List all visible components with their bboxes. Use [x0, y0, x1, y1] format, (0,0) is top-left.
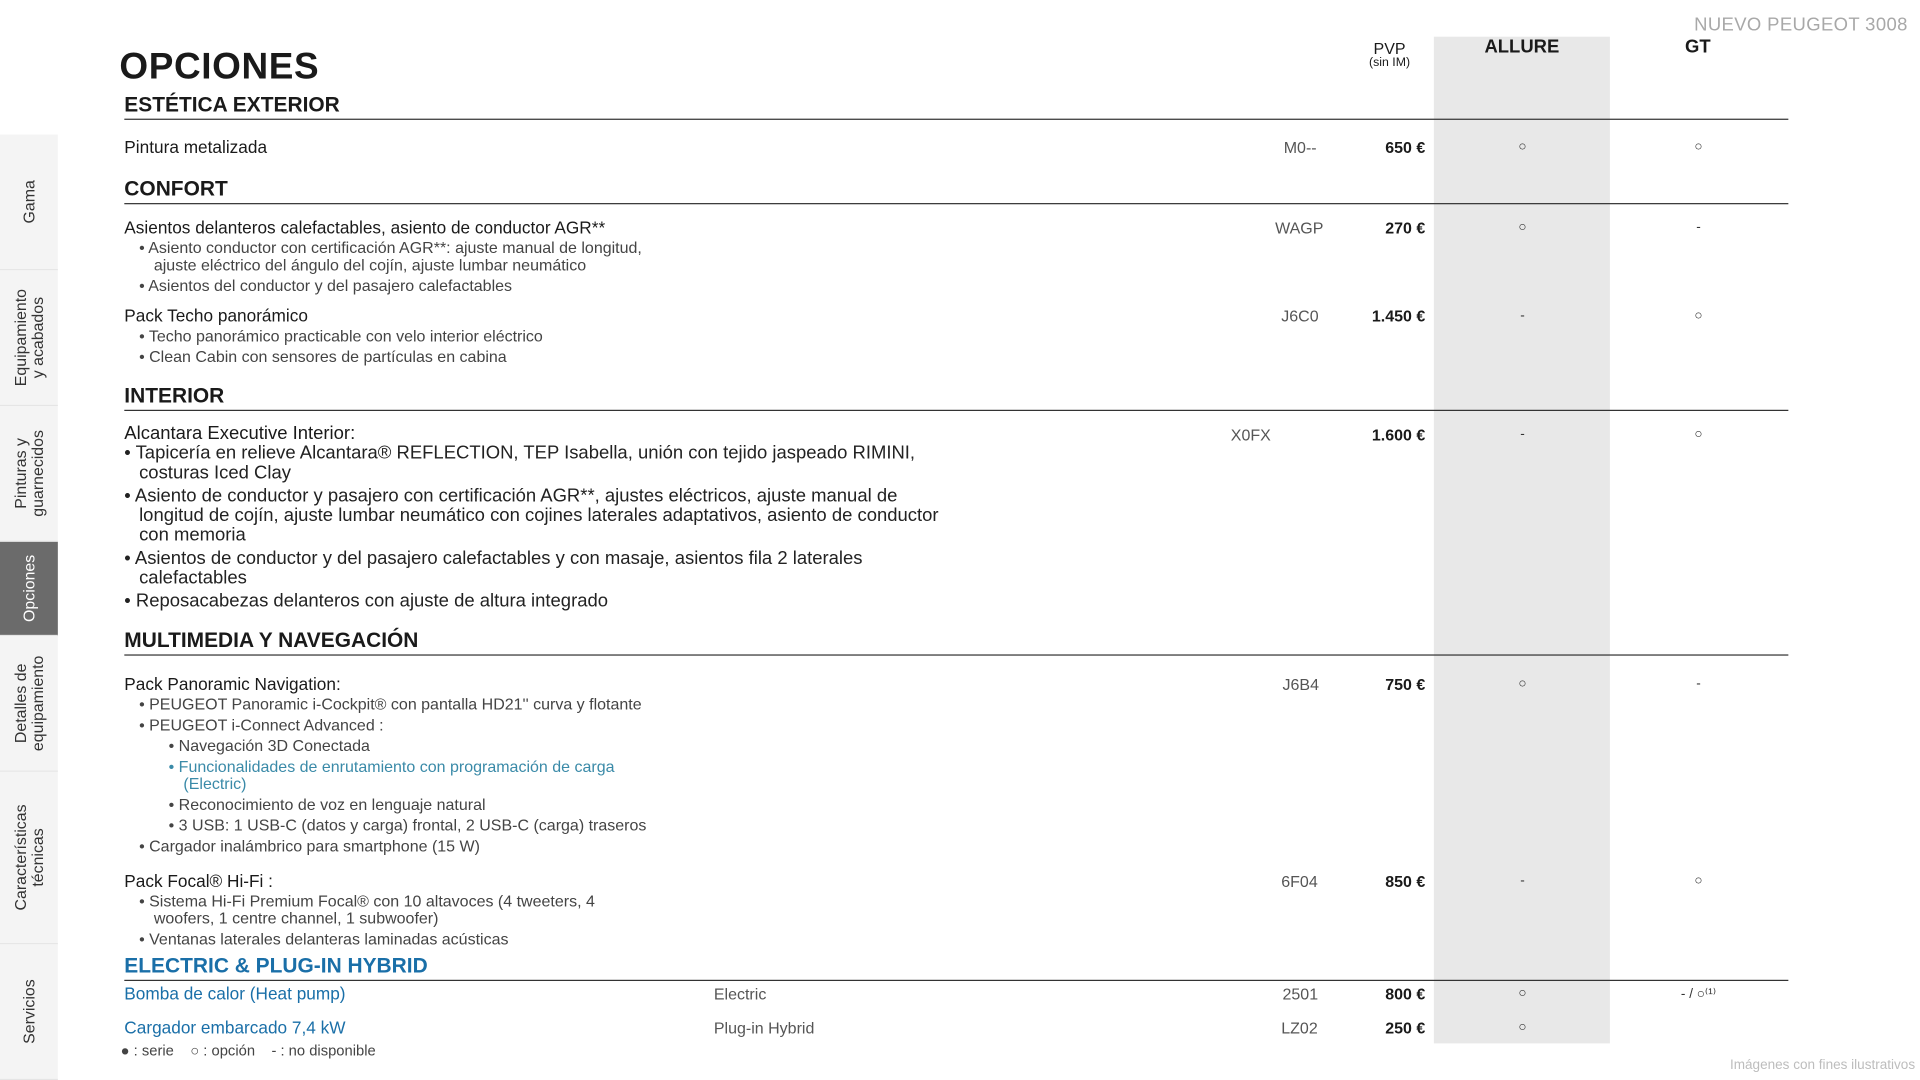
price: 850 €: [1385, 872, 1426, 891]
gt-mark: ○: [1694, 308, 1703, 323]
side-tabs: [0, 135, 58, 1080]
option-code: WAGP: [1275, 218, 1324, 238]
gt-mark: - / ○⁽¹⁾: [1680, 987, 1717, 1002]
table-row: Asientos delanteros calefactables, asiento de conductor AGR** • Asiento conductor con certificación AGR**: ajuste manual de longitud, ajuste eléctrico del ángulo del cojín, ajuste lumbar neumático • Asientos del conductor y del pasajero calefactables: [124, 217, 642, 295]
table-row: Pack Techo panorámico • Techo panorámico practicable con velo interior eléctrico • Clean Cabin con sensores de partículas en cabina: [124, 305, 543, 366]
page-title: OPCIONES: [119, 46, 320, 87]
table-row: Cargador embarcado 7,4 kW: [124, 1017, 346, 1038]
price: 750 €: [1385, 675, 1426, 694]
price: 1.600 €: [1371, 425, 1426, 445]
table-row: Pack Panoramic Navigation: • PEUGEOT Panoramic i-Cockpit® con pantalla HD21'' curva y flotante • PEUGEOT i-Connect Advanced : • Navegación 3D Conectada • Funcionalidades de enrutamiento con programación de carga (Electric) • Reconocimiento de voz en lenguaje natural • 3 USB: 1 USB-C (datos y carga) frontal, 2 USB-C (carga) traseros • Cargador inalámbrico para smartphone (15 W): [124, 673, 647, 856]
allure-mark: ○: [1518, 139, 1527, 155]
allure-mark: ○: [1518, 220, 1527, 235]
section-estetica: ESTÉTICA EXTERIOR: [124, 93, 1788, 120]
table-row: Alcantara Executive Interior: • Tapicería en relieve Alcantara® REFLECTION, TEP Isabella, unión con tejido jaspeado RIMINI, costuras Iced Clay • Asiento de conductor y pasajero con certificación AGR**, ajustes eléctricos, ajuste manual de longitud de cojín, ajuste lumbar neumático con cojines laterales adaptativos, asiento de conductor con memoria • Asientos de conductor y del pasajero calefactables y con masaje, asientos fila 2 laterales calefactables • Reposacabezas delanteros con ajuste de altura integrado: [124, 423, 939, 612]
option-code: 6F04: [1281, 872, 1318, 891]
illustration-note: Imágenes con fines ilustrativos: [1729, 1058, 1916, 1073]
powertrain-type: Plug-in Hybrid: [713, 1018, 815, 1038]
price: 270 €: [1385, 218, 1426, 238]
allure-mark: -: [1520, 873, 1525, 889]
option-code: LZ02: [1281, 1018, 1318, 1038]
section-multimedia: MULTIMEDIA Y NAVEGACIÓN: [124, 629, 1788, 656]
section-confort: CONFORT: [124, 177, 1788, 204]
brand-label: NUEVO PEUGEOT 3008: [1694, 14, 1908, 36]
allure-mark: ○: [1518, 985, 1527, 1001]
powertrain-type: Electric: [713, 984, 767, 1004]
tab-caracteristicas[interactable]: Características técnicas: [0, 772, 58, 944]
option-code: X0FX: [1230, 425, 1271, 445]
price: 1.450 €: [1371, 307, 1426, 326]
option-code: 2501: [1282, 984, 1319, 1004]
option-code: M0--: [1283, 138, 1317, 157]
gt-mark: -: [1696, 220, 1701, 235]
gt-mark: ○: [1694, 139, 1703, 155]
section-interior: INTERIOR: [124, 384, 1788, 411]
gt-mark: ○: [1694, 426, 1703, 442]
legend: ● : serie ○ : opción - : no disponible: [120, 1042, 376, 1060]
option-code: J6B4: [1282, 675, 1319, 694]
option-code: J6C0: [1281, 307, 1319, 326]
allure-header: ALLURE: [1484, 36, 1560, 58]
table-row: Pack Focal® Hi-Fi : • Sistema Hi-Fi Premium Focal® con 10 altavoces (4 tweeters, 4 woofers, 1 centre channel, 1 subwoofer) • Ventanas laterales delanteras laminadas acústicas: [124, 870, 595, 948]
tab-opciones[interactable]: Opciones: [0, 542, 58, 636]
allure-mark: -: [1520, 426, 1525, 442]
gt-header: GT: [1685, 36, 1711, 58]
price: 250 €: [1385, 1018, 1426, 1038]
tab-gama[interactable]: Gama: [0, 135, 58, 271]
gt-mark: -: [1696, 676, 1701, 692]
price: 650 €: [1385, 138, 1426, 157]
section-electric: ELECTRIC & PLUG-IN HYBRID: [124, 954, 1788, 981]
gt-mark: ○: [1694, 873, 1703, 889]
allure-mark: ○: [1518, 676, 1527, 692]
pvp-header: PVP (sin IM): [1369, 39, 1411, 70]
table-row: Bomba de calor (Heat pump): [124, 983, 346, 1004]
tab-pinturas[interactable]: Pinturas y guarnecidos: [0, 406, 58, 542]
tab-detalles[interactable]: Detalles de equipamiento: [0, 636, 58, 772]
allure-mark: ○: [1518, 1020, 1527, 1035]
table-row: Pintura metalizada: [124, 136, 268, 157]
tab-equipamiento[interactable]: Equipamiento y acabados: [0, 270, 58, 406]
price: 800 €: [1385, 984, 1426, 1004]
allure-mark: -: [1520, 308, 1525, 323]
tab-servicios[interactable]: Servicios: [0, 944, 58, 1080]
